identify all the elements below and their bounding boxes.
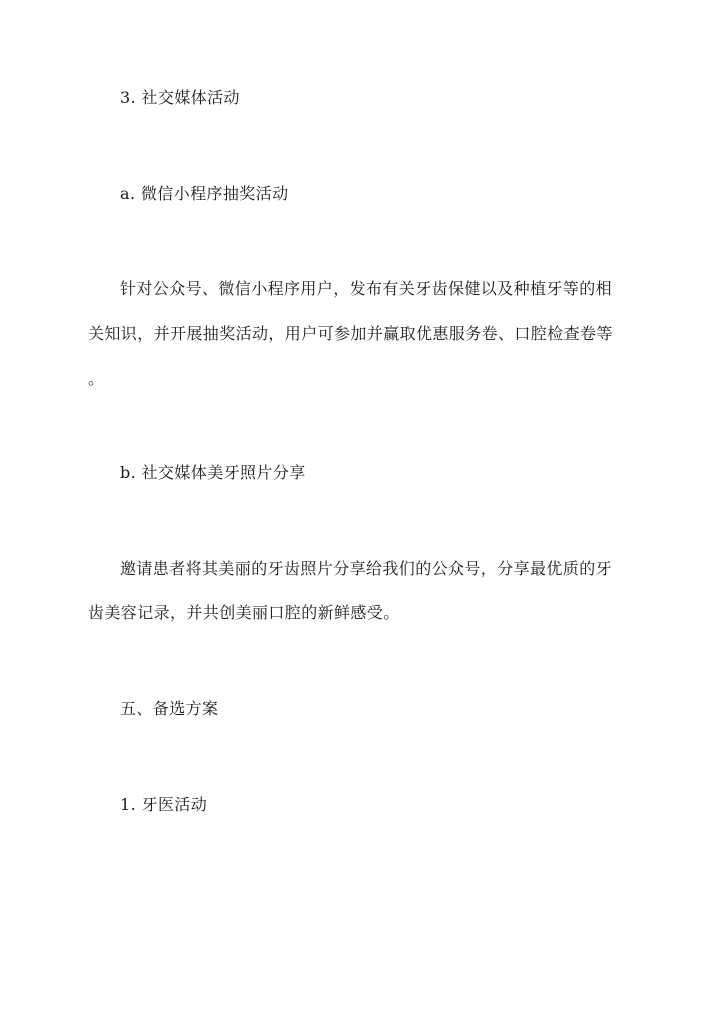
paragraph-line: 关知识，并开展抽奖活动，用户可参加并赢取优惠服务卷、口腔检查卷等 <box>88 324 613 343</box>
paragraph-line: 针对公众号、微信小程序用户，发布有关牙齿保健以及种植牙等的相 <box>120 279 613 298</box>
paragraph-line: 邀请患者将其美丽的牙齿照片分享给我们的公众号，分享最优质的牙 <box>120 559 613 578</box>
subsection-heading-wechat-lottery: a. 微信小程序抽奖活动 <box>120 184 289 203</box>
paragraph-line: 齿美容记录，并共创美丽口腔的新鲜感受。 <box>88 603 400 622</box>
section-heading-dentist-activity: 1. 牙医活动 <box>120 795 208 814</box>
section-heading-social-media: 3. 社交媒体活动 <box>120 88 240 107</box>
paragraph-line: 。 <box>88 369 105 388</box>
chapter-heading-backup-plan: 五、备选方案 <box>120 699 219 718</box>
subsection-heading-photo-share: b. 社交媒体美牙照片分享 <box>120 463 306 482</box>
